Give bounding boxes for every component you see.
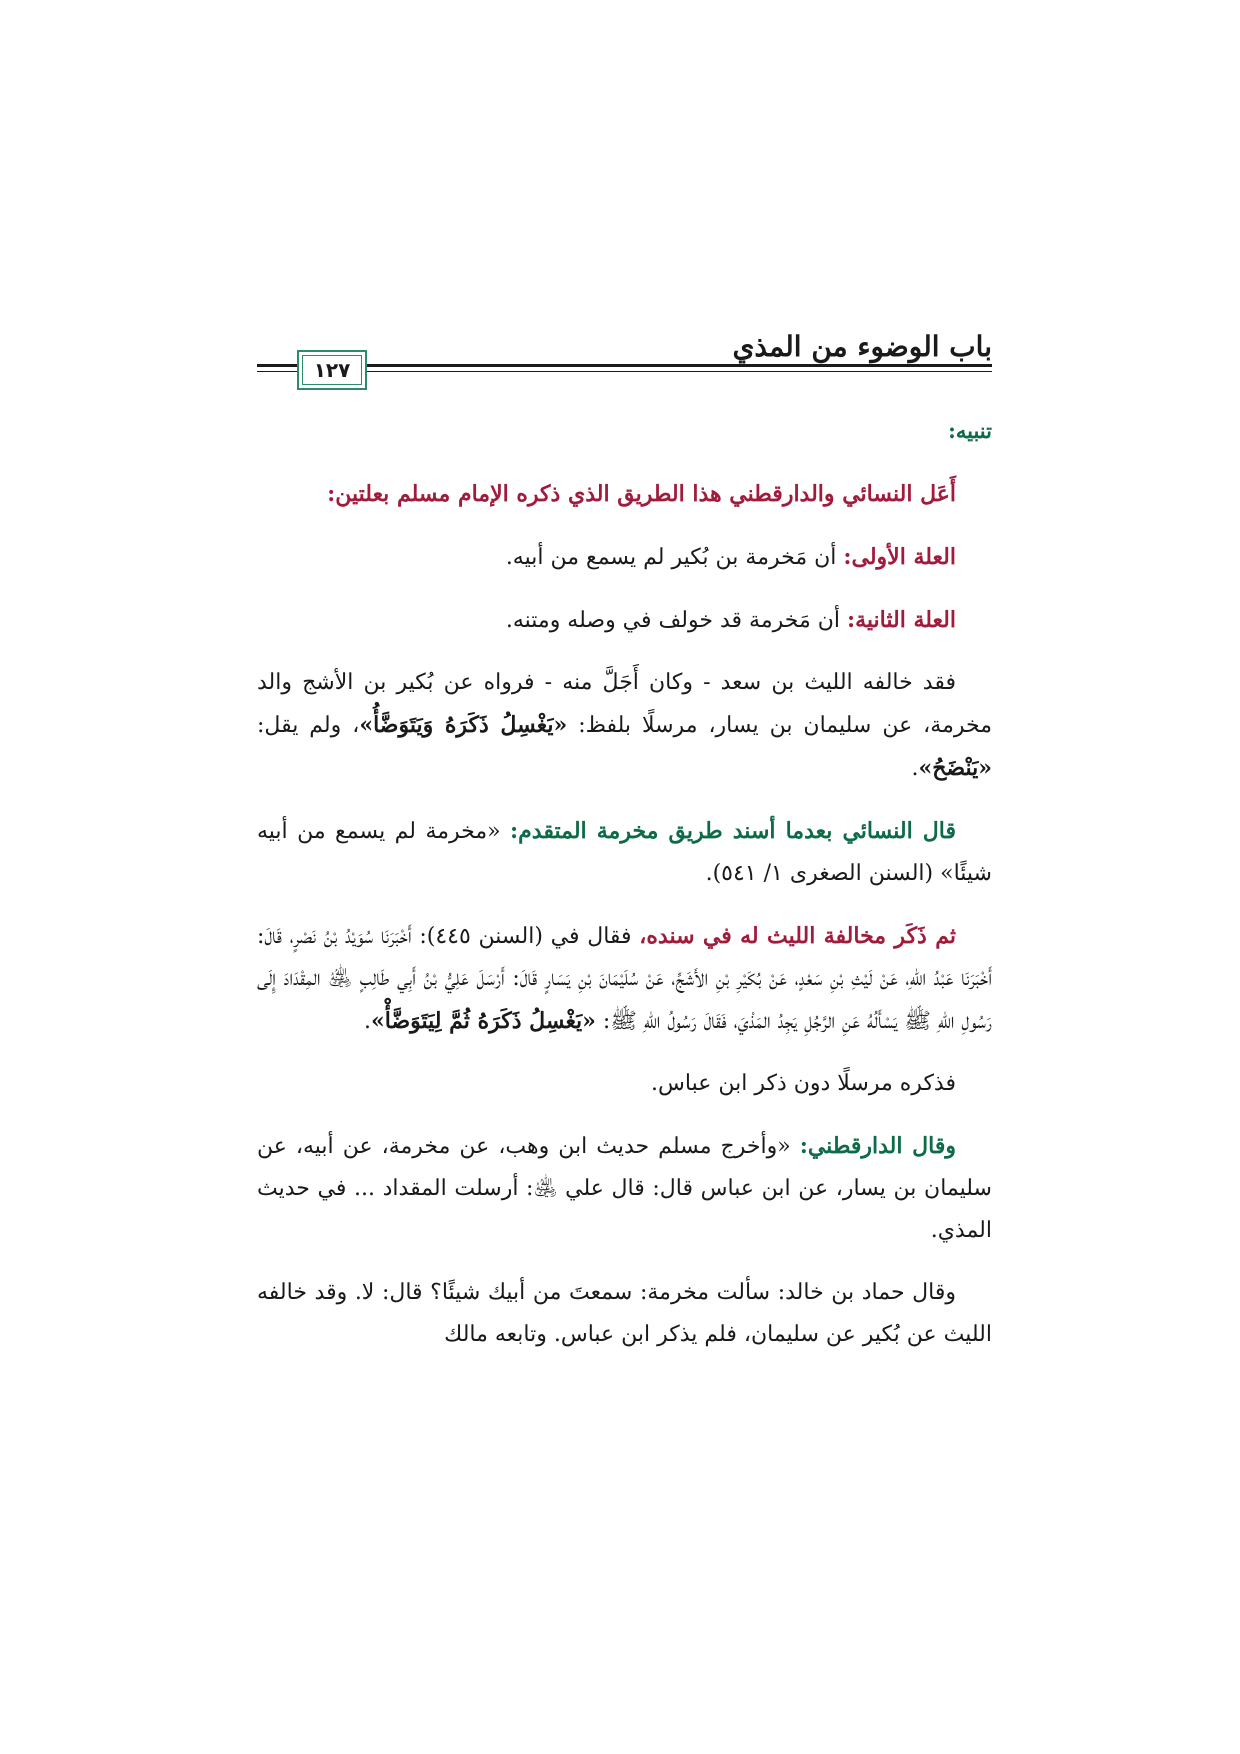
hadith-quote: «يَنْضَحُ» xyxy=(918,755,992,781)
paragraph-text: فقد خالفه الليث بن سعد - وكان أَجَلَّ منه - فرواه عن بُكير بن الأشج والد مخرمة، عن سليمان بن يسار، مرسلًا بلفظ: xyxy=(257,670,992,738)
illa-second-label: العلة الثانية: xyxy=(846,607,956,633)
chapter-title: باب الوضوء من المذي xyxy=(732,330,992,363)
daraqutni-label: وقال الدارقطني: xyxy=(799,1133,956,1159)
illa-first-text: أن مَخرمة بن بُكير لم يسمع من أبيه. xyxy=(505,545,844,570)
paragraph-text: وقال حماد بن خالد: سألت مخرمة: سمعتَ من أبيك شيئًا؟ قال: لا. وقد خالفه الليث عن بُكير عن سليمان، فلم يذكر ابن عباس. وتابعه مالك xyxy=(257,1280,992,1347)
paragraph-isnad xyxy=(257,915,992,1043)
paragraph-text: ، ولم يقل: xyxy=(257,713,360,738)
paragraph-text: فقال في (السنن ٤٤٥): أَخْبَرَنَا سُوَيْدُ بْنُ نَصْرٍ، قَالَ: أَخْبَرَنَا عَبْدُ اللهِ، عَنْ لَيْثِ بْنِ سَعْدٍ، عَنْ بُكَيْرِ بْنِ الأَشَجِّ، عَنْ سُلَيْمَانَ بْنِ يَسَارٍ قَالَ: أَرْسَلَ عَلِيُّ بْنُ أَبِي طَالِبٍ ﵁ المِقْدَادَ إِلَى رَسُولِ اللهِ ﷺ يَسْأَلُهُ عَنِ الرَّجُلِ يَجِدُ المَذْيَ، فَقَالَ رَسُولُ اللهِ ﷺ: xyxy=(257,924,992,1034)
page-header xyxy=(257,322,992,392)
paragraph-text: «وأخرج مسلم حديث ابن وهب، عن مخرمة، عن أبيه، عن سليمان بن يسار، عن ابن عباس قال: قال علي ﵁: أرسلت المقداد ... في حديث المذي. xyxy=(257,1134,992,1243)
paragraph-mursal xyxy=(257,1063,992,1105)
isnad-label: ثم ذَكَر مخالفة الليث له في سنده، xyxy=(639,923,956,949)
paragraph-text: . xyxy=(364,1009,371,1034)
page-body xyxy=(257,410,992,1376)
paragraph-hammad xyxy=(257,1272,992,1356)
paragraph-text: «مخرمة لم يسمع من أبيه شيئًا» (السنن الصغرى ١/ ٥٤١). xyxy=(257,819,992,886)
illa-first xyxy=(257,536,992,579)
header-rule xyxy=(257,364,992,367)
paragraph-nasai xyxy=(257,810,992,895)
hadith-quote: «يَغْسِلُ ذَكَرَهُ ثُمَّ لِيَتَوَضَّأْ» xyxy=(371,1008,596,1034)
paragraph-layth xyxy=(257,662,992,790)
nasai-label: قال النسائي بعدما أسند طريق مخرمة المتقدم: xyxy=(510,818,956,844)
illa-second-text: أن مَخرمة قد خولف في وصله ومتنه. xyxy=(505,608,847,633)
heading-line xyxy=(257,473,992,516)
header-rule-thin xyxy=(257,371,992,372)
page-number-frame xyxy=(297,350,367,390)
section-heading: أَعَل النسائي والدارقطني هذا الطريق الذي ذكره الإمام مسلم بعلتين: xyxy=(327,481,956,507)
note-label: تنبيه: xyxy=(948,418,992,443)
hadith-quote: «يَغْسِلُ ذَكَرَهُ وَيَتَوَضَّأُ» xyxy=(359,712,568,738)
paragraph-text: فذكره مرسلًا دون ذكر ابن عباس. xyxy=(651,1071,956,1096)
illa-second xyxy=(257,599,992,642)
paragraph-text: . xyxy=(911,756,919,781)
page-number: ١٢٧ xyxy=(313,358,351,382)
paragraph-daraqutni xyxy=(257,1125,992,1252)
illa-first-label: العلة الأولى: xyxy=(843,544,956,570)
note-label-line xyxy=(257,410,992,453)
